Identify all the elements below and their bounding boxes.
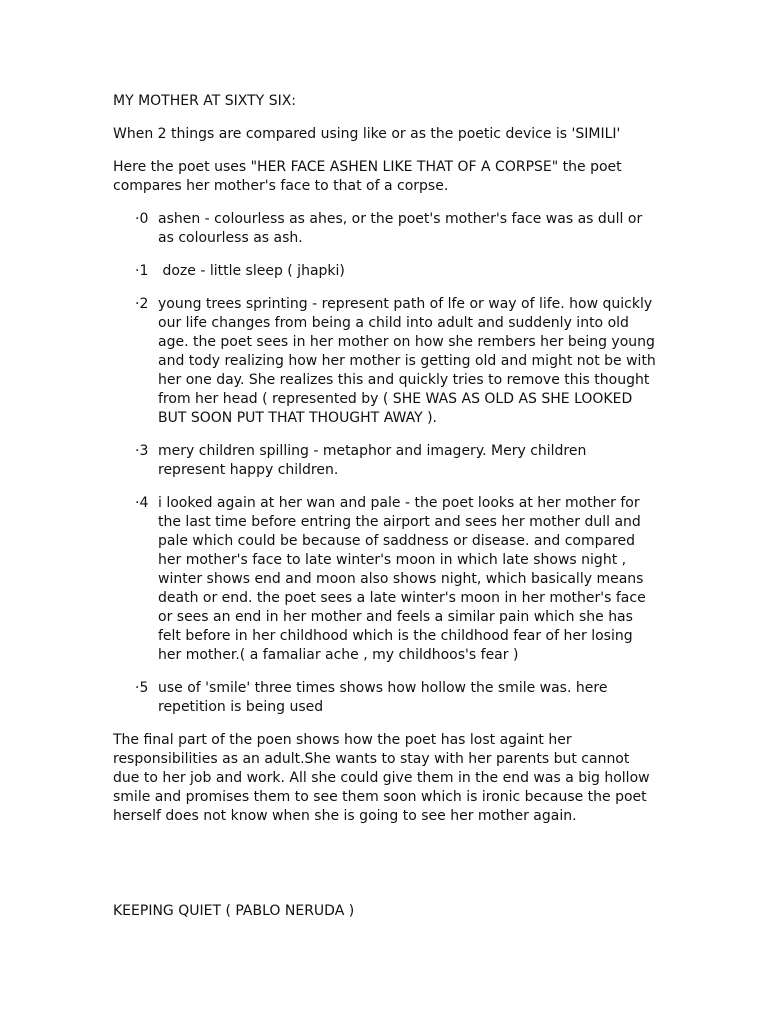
intro-paragraph-simile: When 2 things are compared using like or as the poetic device is 'SIMILI' (113, 126, 621, 142)
list-marker: ·1 (135, 263, 149, 279)
list-item (113, 494, 658, 665)
section-heading: MY MOTHER AT SIXTY SIX: (113, 93, 297, 109)
next-section-heading: KEEPING QUIET ( PABLO NERUDA ) (113, 903, 355, 919)
list-item (113, 210, 658, 248)
list-item (113, 442, 658, 480)
document-page (113, 92, 658, 935)
list-item-text: young trees sprinting - represent path of lfe or way of life. how quickly our life changes from being a child into adult and suddenly into old age. the poet sees in her mother on how she rembers her being young and tody realizing how her mother is getting old and might not be with her one day. She realizes this and quickly tries to remove this thought from her head ( represented by ( SHE WAS AS OLD AS SHE LOOKED BUT SOON PUT THAT THOUGHT AWAY ). (158, 296, 656, 426)
list-item (113, 262, 658, 281)
list-marker: ·2 (135, 296, 149, 312)
list-marker: ·0 (135, 211, 149, 227)
list-marker: ·5 (135, 680, 149, 696)
notes-list (113, 210, 658, 717)
list-item-text: use of 'smile' three times shows how hollow the smile was. here repetition is being used (158, 680, 608, 715)
blank-space (113, 840, 658, 902)
list-marker: ·4 (135, 495, 149, 511)
list-item (113, 679, 658, 717)
conclusion-paragraph: The final part of the poen shows how the poet has lost againt her responsibilities as an adult.She wants to stay with her parents but cannot due to her job and work. All she could give them in the end was a big hollow smile and promises them to see them soon which is ironic because the poet herself does not know when she is going to see her mother again. (113, 732, 650, 824)
list-item-text: doze - little sleep ( jhapki) (158, 263, 345, 279)
list-item-text: i looked again at her wan and pale - the poet looks at her mother for the last time before entring the airport and sees her mother dull and pale which could be because of saddness or disease. and compared her mother's face to late winter's moon in which late shows night , winter shows end and moon also shows night, which basically means death or end. the poet sees a late winter's moon in her mother's face or sees an end in her mother and feels a similar pain which she has felt before in her childhood which is the childhood fear of her losing her mother.( a famaliar ache , my childhoos's fear ) (158, 495, 646, 663)
list-item-text: mery children spilling - metaphor and imagery. Mery children represent happy children. (158, 443, 587, 478)
list-item-text: ashen - colourless as ahes, or the poet's mother's face was as dull or as colourless as ash. (158, 211, 643, 246)
intro-paragraph-poet-uses: Here the poet uses "HER FACE ASHEN LIKE THAT OF A CORPSE" the poet compares her mother's face to that of a corpse. (113, 159, 622, 194)
list-item (113, 295, 658, 428)
list-marker: ·3 (135, 443, 149, 459)
